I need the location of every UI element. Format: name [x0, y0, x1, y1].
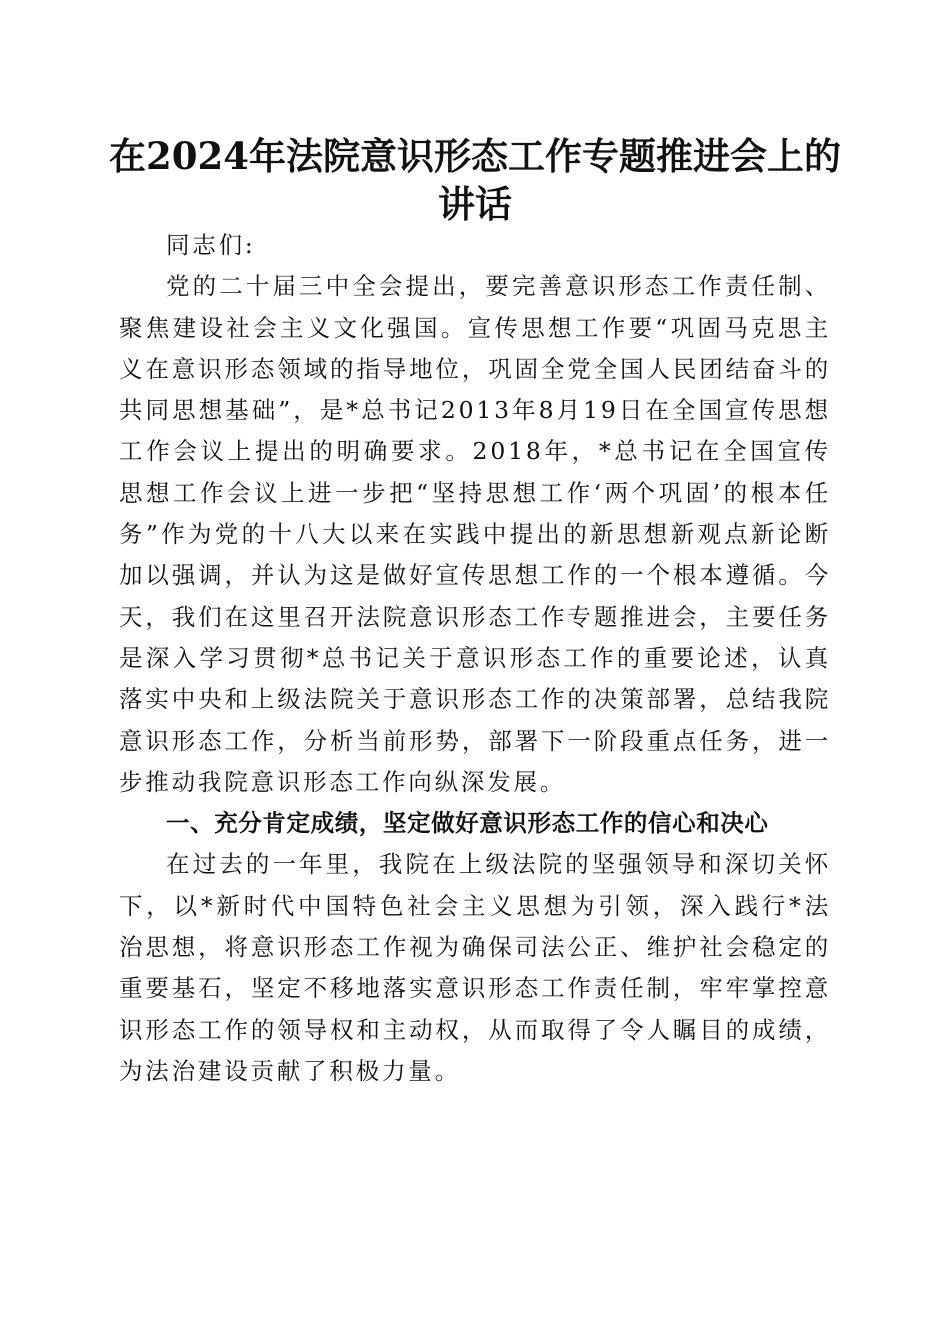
intro-paragraph: 党的二十届三中全会提出，要完善意识形态工作责任制、聚焦建设社会主义文化强国。宣传思想工作要“巩固马克思主义在意识形态领域的指导地位，巩固全党全国人民团结奋斗的共同思想基础”，是*总书记2013年8月19日在全国宣传思想工作会议上提出的明确要求。2018年，*总书记在全国宣传思想工作会议上进一步把“坚持思想工作‘两个巩固’的根本任务”作为党的十八大以来在实践中提出的新思想新观点新论断加以强调，并认为这是做好宣传思想工作的一个根本遵循。今天，我们在这里召开法院意识形态工作专题推进会，主要任务是深入学习贯彻*总书记关于意识形态工作的重要论述，认真落实中央和上级法院关于意识形态工作的决策部署，总结我院意识形态工作，分析当前形势，部署下一阶段重点任务，进一步推动我院意识形态工作向纵深发展。	[119, 272, 831, 796]
document-body	[119, 225, 831, 1092]
salutation: 同志们:	[166, 231, 256, 259]
title-line-2: 讲话	[438, 182, 512, 226]
section-heading: 一、充分肯定成绩，坚定做好意识形态工作的信心和决心	[166, 809, 769, 838]
section-paragraph: 在过去的一年里，我院在上级法院的坚强领导和深切关怀下，以*新时代中国特色社会主义思想为引领，深入践行*法治思想，将意识形态工作视为确保司法公正、维护社会稳定的重要基石，坚定不移地落实意识形态工作责任制，牢牢掌控意识形态工作的领导权和主动权，从而取得了令人瞩目的成绩，为法治建设贡献了积极力量。	[119, 850, 831, 1085]
title-line-1: 在2024年法院意识形态工作专题推进会上的	[109, 134, 841, 178]
document-title	[100, 132, 850, 228]
